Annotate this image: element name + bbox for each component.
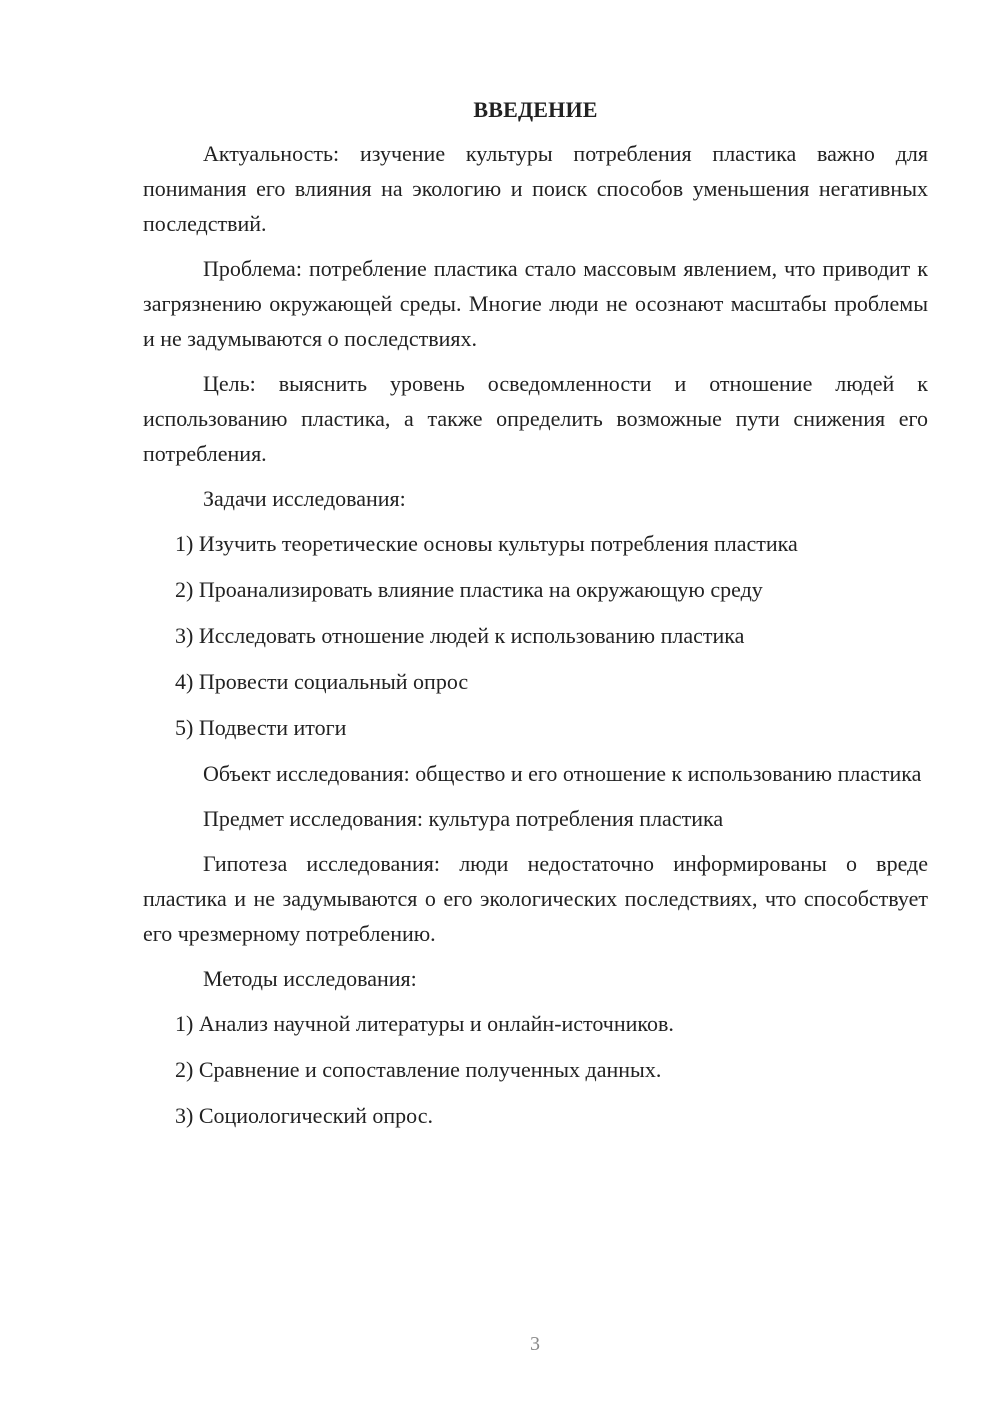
method-item: 1) Анализ научной литературы и онлайн-источников.	[175, 1011, 674, 1036]
task-item: 5) Подвести итоги	[175, 715, 347, 740]
tasks-heading: Задачи исследования:	[203, 486, 406, 511]
relevance-paragraph: Актуальность: изучение культуры потребления пластика важно для понимания его влияния на экологию и поиск способов уменьшения негативных последствий.	[143, 141, 928, 236]
method-item: 3) Социологический опрос.	[175, 1103, 433, 1128]
task-item: 3) Исследовать отношение людей к использованию пластика	[175, 623, 745, 648]
task-item: 1) Изучить теоретические основы культуры потребления пластика	[175, 531, 798, 556]
method-item: 2) Сравнение и сопоставление полученных данных.	[175, 1057, 662, 1082]
subject-paragraph: Предмет исследования: культура потребления пластика	[203, 806, 724, 831]
problem-paragraph: Проблема: потребление пластика стало массовым явлением, что приводит к загрязнению окружающей среды. Многие люди не осознают масштабы проблемы и не задумываются о последствиях.	[143, 256, 928, 351]
document-body	[143, 92, 928, 1144]
goal-paragraph: Цель: выяснить уровень осведомленности и отношение людей к использованию пластика, а также определить возможные пути снижения его потребления.	[143, 371, 928, 466]
object-paragraph: Объект исследования: общество и его отношение к использованию пластика	[203, 761, 922, 786]
task-item: 2) Проанализировать влияние пластика на окружающую среду	[175, 577, 763, 602]
methods-heading: Методы исследования:	[203, 966, 417, 991]
tasks-list	[143, 526, 928, 745]
hypothesis-paragraph: Гипотеза исследования: люди недостаточно информированы о вреде пластика и не задумываются о его экологических последствиях, что способствует его чрезмерному потреблению.	[143, 851, 928, 946]
task-item: 4) Провести социальный опрос	[175, 669, 469, 694]
methods-list	[143, 1006, 928, 1133]
page-number: 3	[530, 1333, 540, 1355]
page-title: ВВЕДЕНИЕ	[473, 97, 598, 122]
